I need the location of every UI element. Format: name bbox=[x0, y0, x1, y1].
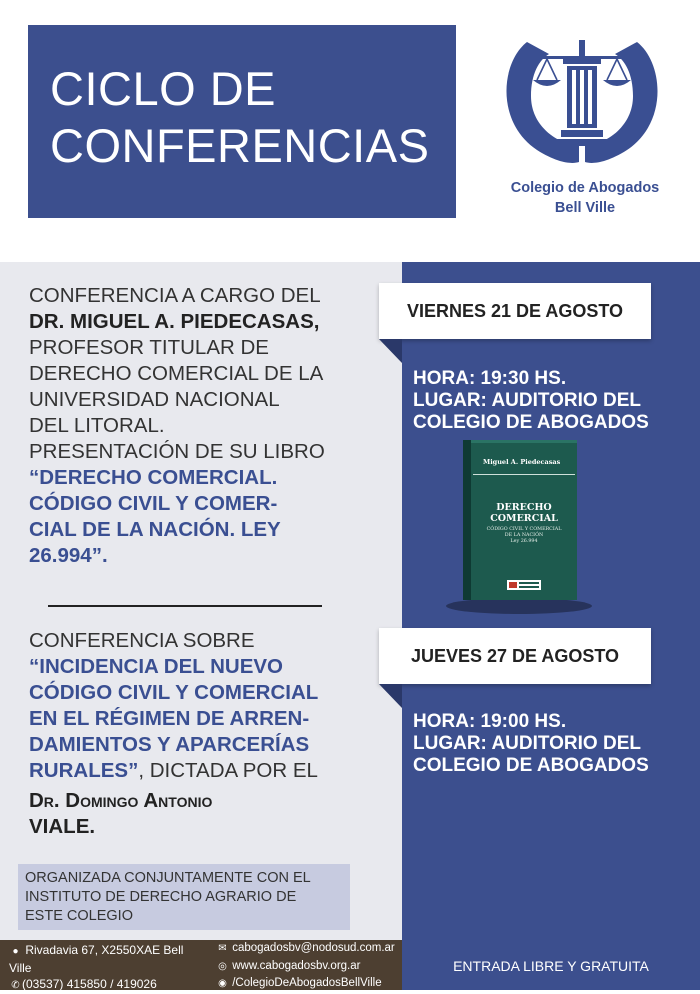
colegio-name: Colegio de Abogados Bell Ville bbox=[510, 180, 660, 216]
phone-text: (03537) 415850 / 419026 bbox=[22, 977, 157, 991]
book-cover-title-1: DERECHO bbox=[496, 502, 552, 513]
conference-2-date: JUEVES 27 DE AGOSTO bbox=[379, 628, 651, 684]
globe-icon: ◎ bbox=[218, 960, 227, 972]
book-shadow bbox=[446, 598, 592, 614]
email-link[interactable]: cabogadosbv@nodosud.com.ar bbox=[232, 942, 395, 954]
date-tab-fold bbox=[379, 339, 402, 363]
book-cover-subtitle-1: CÓDIGO CIVIL Y COMERCIAL bbox=[486, 527, 562, 532]
book-cover-subtitle-3: Ley 26.994 bbox=[510, 539, 538, 544]
phone-icon: ✆ bbox=[11, 980, 20, 991]
page-title bbox=[50, 60, 429, 174]
facebook-icon: ◉ bbox=[218, 978, 227, 989]
date-tab-fold bbox=[379, 684, 402, 708]
book-author: Miguel A. Piedecasas bbox=[483, 458, 561, 466]
conference-2-speaker: Dr. Domingo Antonio bbox=[29, 789, 213, 812]
book-cover-title-2: COMERCIAL bbox=[490, 513, 558, 524]
footer-address-block bbox=[9, 942, 209, 994]
conference-2-description: CONFERENCIA SOBRE “INCIDENCIA DEL NUEVO CÓDIGO CIVIL Y COMERCIAL EN EL RÉGIMEN DE ARREN- DAMIENTOS Y APARCERÍAS RURALES”, DICTADA POR EL Dr. Domingo Antonio VIALE. bbox=[29, 628, 389, 840]
conference-1-date: VIERNES 21 DE AGOSTO bbox=[379, 283, 651, 339]
conference-1-speaker: DR. MIGUEL A. PIEDECASAS, bbox=[29, 310, 320, 333]
book-cover-subtitle-2: DE LA NACIÓN bbox=[504, 533, 544, 538]
title-line-1: CICLO DE bbox=[50, 62, 276, 115]
section-divider bbox=[48, 605, 322, 607]
website-link[interactable]: www.cabogadosbv.org.ar bbox=[232, 959, 361, 972]
colegio-logo-icon bbox=[497, 22, 667, 172]
title-line-2: CONFERENCIAS bbox=[50, 119, 430, 172]
footer-contact-block bbox=[216, 940, 401, 993]
conference-2-details: HORA: 19:00 HS. LUGAR: AUDITORIO DEL COLEGIO DE ABOGADOS bbox=[413, 711, 649, 776]
conference-1-details: HORA: 19:30 HS. LUGAR: AUDITORIO DEL COLEGIO DE ABOGADOS bbox=[413, 368, 649, 433]
conference-2-topic: “INCIDENCIA DEL NUEVO CÓDIGO CIVIL Y COMERCIAL EN EL RÉGIMEN DE ARREN- DAMIENTOS Y APARCERÍAS bbox=[29, 655, 319, 756]
book-cover-image bbox=[463, 440, 577, 600]
location-pin-icon: ● bbox=[12, 946, 19, 957]
conference-1-description: CONFERENCIA A CARGO DEL DR. MIGUEL A. PIEDECASAS, PROFESOR TITULAR DE DERECHO COMERCIAL DE LA UNIVERSIDAD NACIONAL DEL LITORAL. PRESENTACIÓN DE SU LIBRO “DERECHO COMERCIAL. CÓDIGO CIVIL Y COMER- CIAL DE LA NACIÓN. LEY 26.994”. bbox=[29, 283, 389, 569]
book-title: “DERECHO COMERCIAL. CÓDIGO CIVIL Y COMER- CIAL DE LA NACIÓN. LEY 26.994”. bbox=[29, 466, 281, 567]
address-text: Rivadavia 67, X2550XAE Bell Ville bbox=[9, 943, 184, 975]
organizer-text: ORGANIZADA CONJUNTAMENTE CON EL INSTITUTO DE DERECHO AGRARIO DE ESTE COLEGIO bbox=[25, 870, 311, 924]
facebook-link[interactable]: /ColegioDeAbogadosBellVille bbox=[232, 977, 382, 989]
free-entry-notice: ENTRADA LIBRE Y GRATUITA bbox=[453, 958, 649, 974]
envelope-icon: ✉ bbox=[218, 943, 227, 954]
